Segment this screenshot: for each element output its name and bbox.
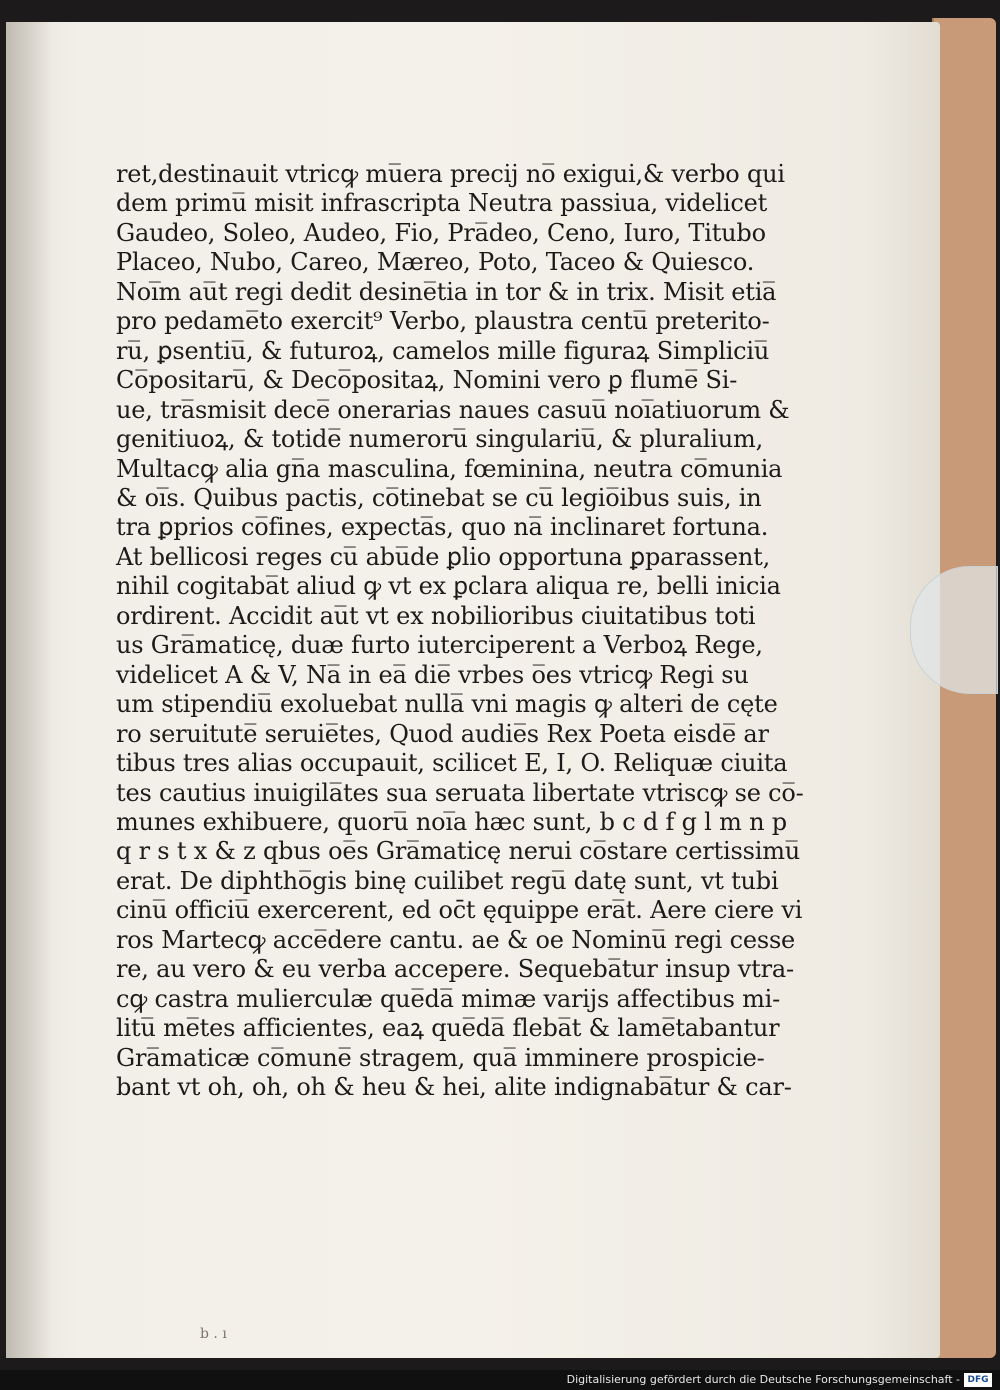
text-line: erat. De diphtho̅gis binę cuilibet regu̅ datę sunt, vt tubi bbox=[116, 866, 779, 895]
text-line: tes cautius inuigila̅tes sua seruata libertate vtriscꝙ se co̅- bbox=[116, 778, 804, 807]
text-line: Gaudeo, Soleo, Audeo, Fio, Pra̅deo, Ceno, Iuro, Titubo bbox=[116, 218, 766, 247]
text-line: litu̅ me̅tes afficientes, eaꝝ que̅da̅ fleba̅t & lame̅tabantur bbox=[116, 1014, 780, 1043]
footer-credit: Digitalisierung gefördert durch die Deutsche Forschungsgemeinschaft - bbox=[566, 1373, 960, 1386]
text-line: tra ꝑprios co̅fines, expecta̅s, quo na̅ inclinaret fortuna. bbox=[116, 513, 769, 542]
dfg-logo: DFG bbox=[964, 1373, 992, 1387]
text-line: ordirent. Accidit au̅t vt ex nobilioribus ciuitatibus toti bbox=[116, 601, 756, 630]
text-line: us Gra̅maticę, duæ furto iuterciperent a Verboꝝ Rege, bbox=[116, 631, 763, 660]
text-line: Noi̅m au̅t regi dedit desine̅tia in tor & in trix. Misit etia̅ bbox=[116, 277, 777, 306]
text-line: genitiuoꝝ, & totide̅ numeroru̅ singulariu̅, & pluralium, bbox=[116, 425, 763, 454]
text-line: um stipendiu̅ exoluebat nulla̅ vni magis ꝙ alteri de cęte bbox=[116, 690, 778, 719]
text-line: Co̅positaru̅, & Deco̅positaꝝ, Nomini vero ꝑ flume̅ Si- bbox=[116, 366, 738, 395]
text-line: cinu̅ officiu̅ exercerent, ed oc̄t ęquippe era̅t. Aere ciere vi bbox=[116, 896, 803, 925]
text-line: & oi̅s. Quibus pactis, co̅tinebat se cu̅ legio̅ibus suis, in bbox=[116, 483, 762, 512]
text-line: ue, tra̅smisit dece̅ onerarias naues casuu̅ noi̅atiuorum & bbox=[116, 395, 790, 424]
page-gutter-shadow bbox=[6, 22, 52, 1358]
page-text bbox=[116, 160, 804, 1103]
text-line: ros Martecꝙ acce̅dere cantu. ae & oe Nominu̅ regi cesse bbox=[116, 925, 796, 954]
text-line: bant vt oh, oh, oh & heu & hei, alite indignaba̅tur & car- bbox=[116, 1073, 792, 1102]
text-line: Multacꝙ alia gn̅a masculina, fœminina, neutra co̅munia bbox=[116, 454, 783, 483]
text-line: Gra̅maticæ co̅mune̅ stragem, qua̅ imminere prospicie- bbox=[116, 1043, 765, 1072]
text-line: munes exhibuere, quoru̅ noi̅a hæc sunt, b c d f g l m n p bbox=[116, 807, 787, 836]
text-line: q r s t x & z qbus oe̅s Gra̅maticę nerui co̅stare certissimu̅ bbox=[116, 837, 801, 866]
text-line: ru̅, ꝑsentiu̅, & futuroꝝ, camelos mille figuraꝝ Simpliciu̅ bbox=[116, 336, 770, 365]
text-line: dem primu̅ misit infrascripta Neutra passiua, videlicet bbox=[116, 189, 768, 218]
text-line: At bellicosi reges cu̅ abu̅de ꝑlio opportuna ꝑparassent, bbox=[116, 542, 771, 571]
bottom-marks: b . ı bbox=[200, 1326, 227, 1342]
text-line: cꝙ castra mulierculæ que̅da̅ mimæ varijs affectibus mi- bbox=[116, 984, 781, 1013]
text-line: ret,destinauit vtricꝙ mu̅era precij no̅ exigui,& verbo qui bbox=[116, 160, 785, 188]
text-line: re, au vero & eu verba accepere. Sequeba̅tur insup vtra- bbox=[116, 955, 794, 984]
text-line: ro seruitute̅ seruie̅tes, Quod audie̅s Rex Poeta eisde̅ ar bbox=[116, 719, 769, 748]
text-line: Placeo, Nubo, Careo, Mæreo, Poto, Taceo & Quiesco. bbox=[116, 248, 755, 277]
text-line: pro pedame̅to exercit⁹ Verbo, plaustra centu̅ preterito- bbox=[116, 307, 770, 336]
text-line: videlicet A & V, Na̅ in ea̅ die̅ vrbes o̅es vtricꝙ Regi su bbox=[116, 660, 749, 689]
text-line: nihil cogitaba̅t aliud ꝙ vt ex ꝑclara aliqua re, belli inicia bbox=[116, 572, 781, 601]
text-line: tibus tres alias occupauit, scilicet E, I, O. Reliquæ ciuita bbox=[116, 749, 788, 778]
